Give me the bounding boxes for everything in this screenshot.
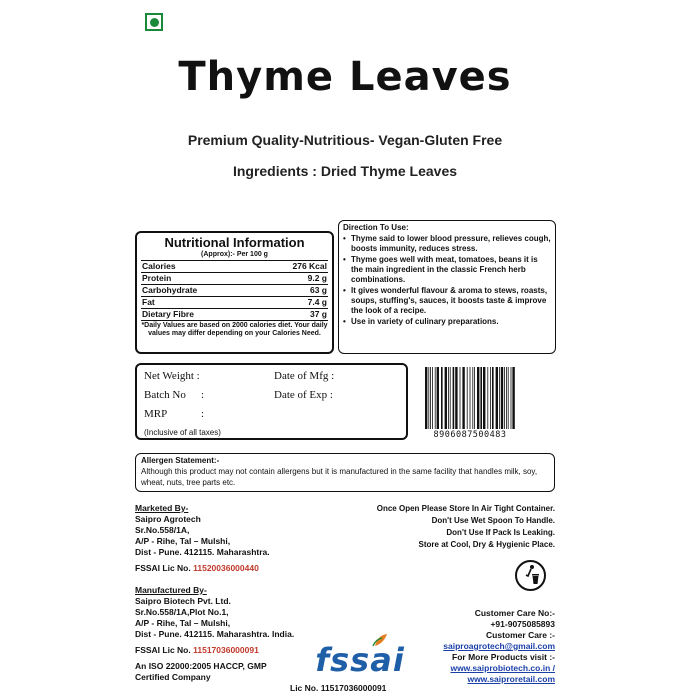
date-mfg-label: Date of Mfg : [274,370,335,382]
fssai-logo-text: fssai [315,641,405,679]
address-line: A/P - Rihe, Tal – Mulshi, [135,536,231,546]
directions-list [343,234,551,327]
barcode-number: 8906087500483 [433,430,507,440]
nutrient-value: 37 g [255,309,328,321]
table-row [141,297,328,309]
mrp-label: MRP [144,408,168,420]
marketed-heading: Marketed By- [135,503,189,513]
batch-no-colon: : [201,389,205,401]
fssai-logo [315,633,405,685]
nutrition-panel [135,231,334,354]
manufactured-fssai [135,645,294,656]
ingredients: Ingredients : Dried Thyme Leaves [232,163,458,179]
table-row [141,261,328,273]
table-row [141,309,328,321]
nutrient-name: Dietary Fibre [141,309,255,321]
list-item: • Use in variety of culinary preparations. [343,317,551,327]
iso-line: Certified Company [135,672,211,682]
storage-line: Once Open Please Store In Air Tight Container. [376,504,555,513]
table-row [141,273,328,285]
dustbin-icon [515,560,546,591]
fssai-number: 11520036000440 [193,563,259,573]
storage-line: Store at Cool, Dry & Hygienic Place. [418,540,555,549]
storage-line: Don't Use Wet Spoon To Handle. [431,516,555,525]
address-line: A/P - Rihe, Tal – Mulshi, [135,618,231,628]
storage-line: Don't Use If Pack Is Leaking. [446,528,555,537]
products-label: For More Products visit :- [452,652,555,662]
nutrient-name: Carbohydrate [141,285,255,297]
nutrition-subheading: (Approx):- Per 100 g [141,250,328,261]
allergen-panel [135,453,555,492]
product-title: Thyme Leaves [178,54,512,100]
nutrient-name: Fat [141,297,255,309]
tagline: Premium Quality-Nutritious- Vegan-Gluten Free [187,132,503,148]
customer-care-block [443,608,555,685]
nutrition-note: *Daily Values are based on 2000 calories diet. Your daily values may differ depending on your Calories Need. [141,322,328,337]
fssai-number: 11517036000091 [193,645,259,655]
marketed-by-block [135,503,270,574]
address-line: Saipro Biotech Pvt. Ltd. [135,596,231,606]
iso-line: An ISO 22000:2005 HACCP, GMP [135,661,267,671]
table-row [141,285,328,297]
allergen-heading: Allergen Statement:- [141,456,220,465]
list-item: • Thyme goes well with meat, tomatoes, beans it is the main ingredient in the classic French herb combinations. [343,255,551,285]
email-link[interactable]: saiproagrotech@gmail.com [443,641,555,651]
nutrient-name: Protein [141,273,255,285]
address-line: Sr.No.558/1A, [135,525,190,535]
nutrient-value: 63 g [255,285,328,297]
fssai-logo-lic: Lic No. 11517036000091 [290,683,387,693]
manufactured-heading: Manufactured By- [135,585,207,595]
care-label: Customer Care No:- [474,608,555,618]
nutrient-value: 276 Kcal [255,261,328,273]
directions-panel [338,220,556,354]
batch-info-box [135,363,408,440]
list-item: • Thyme said to lower blood pressure, relieves cough, boosts immunity, reduces stress. [343,234,551,254]
barcode [424,367,516,443]
website-link[interactable]: www.saiprobiotech.co.in / [450,663,555,673]
barcode-bars [424,367,516,429]
nutrient-name: Calories [141,261,255,273]
address-line: Saipro Agrotech [135,514,201,524]
batch-no-label: Batch No [144,389,186,401]
list-item: • It gives wonderful flavour & aroma to stews, roasts, soups, stuffing's, sauces, it boosts taste & improve the look of a recipe. [343,286,551,316]
nutrient-value: 9.2 g [255,273,328,285]
nutrition-table [141,261,328,321]
nutrition-heading: Nutritional Information [164,235,305,250]
mrp-colon: : [201,408,205,420]
fssai-label: FSSAI Lic No. [135,645,191,655]
allergen-text: Although this product may not contain allergens but it is manufactured in the same facility that handles milk, soy, wheat, nuts, tree parts etc. [141,467,538,487]
website-link[interactable]: www.saiproretail.com [467,674,555,684]
nutrient-value: 7.4 g [255,297,328,309]
net-weight-label: Net Weight : [144,370,200,382]
fssai-label: FSSAI Lic No. [135,563,191,573]
address-line: Dist - Pune. 412115. Maharashtra. [135,547,270,557]
veg-symbol-icon [145,13,163,31]
marketed-fssai [135,563,270,574]
manufactured-by-block [135,585,294,683]
date-exp-label: Date of Exp : [274,389,333,401]
directions-heading: Direction To Use: [343,223,409,232]
storage-instructions [377,503,555,551]
address-line: Sr.No.558/1A,Plot No.1, [135,607,229,617]
email-label: Customer Care :- [486,630,555,640]
care-phone: +91-9075085893 [490,619,555,629]
address-line: Dist - Pune. 412115. Maharashtra. India. [135,629,295,639]
inclusive-taxes: (Inclusive of all taxes) [144,428,221,437]
